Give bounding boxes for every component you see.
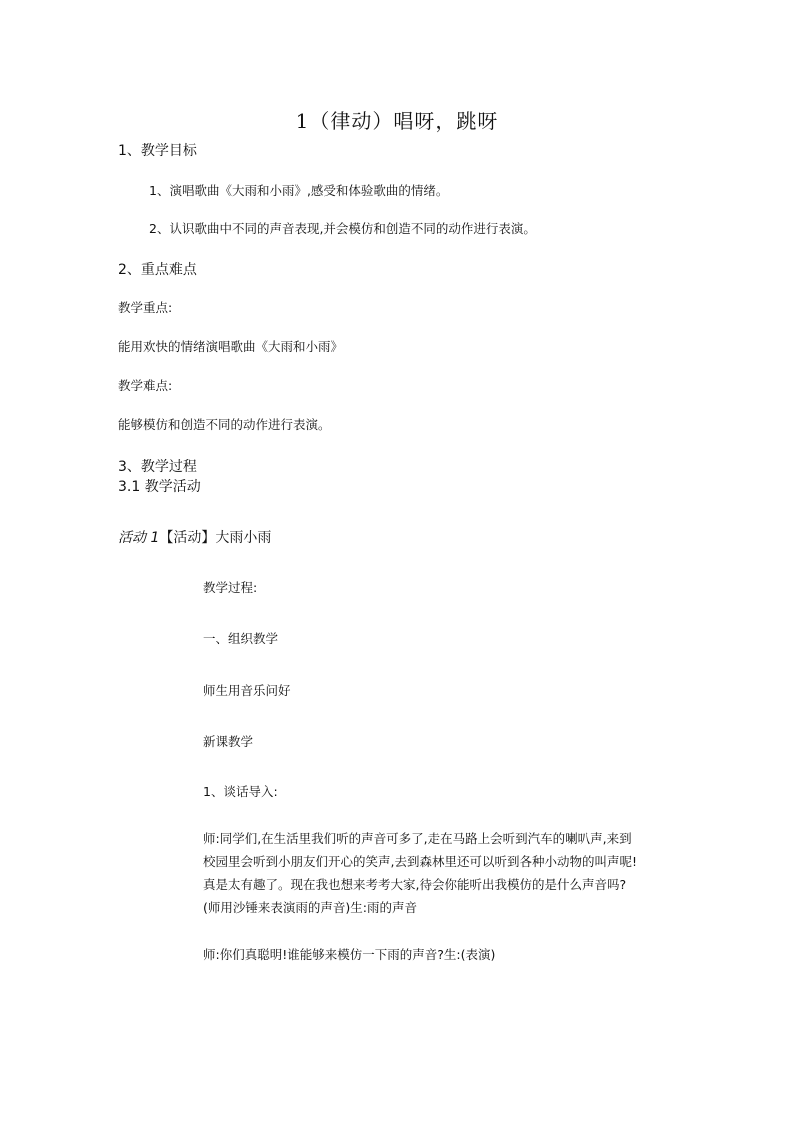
subsection-heading-activities: 3.1 教学活动 — [118, 479, 201, 495]
process-line-5: 1、谈话导入: — [203, 784, 278, 799]
dialogue-paragraph-2: 师:你们真聪明!谁能够来模仿一下雨的声音?生:(表演) — [203, 947, 496, 962]
difficulty-label: 教学难点: — [118, 378, 173, 393]
dialogue-paragraph-1: 师:同学们,在生活里我们听的声音可多了,走在马路上会听到汽车的喇叭声,来到校园里会听到小朋友们开心的笑声,去到森林里还可以听到各种小动物的叫声呢!真是太有趣了。现在我也想来考考大家,待会你能听出我模仿的是什么声音吗?(师用沙锤来表演雨的声音)生:雨的声音 — [203, 831, 637, 915]
process-line-1: 教学过程: — [203, 580, 258, 595]
section-heading-process: 3、教学过程 — [118, 459, 197, 475]
activity-heading — [118, 527, 271, 547]
focus-label: 教学重点: — [118, 300, 173, 315]
section-heading-key-points: 2、重点难点 — [118, 262, 197, 278]
process-line-4: 新课教学 — [203, 734, 254, 749]
section-heading-objectives: 1、教学目标 — [118, 143, 197, 159]
difficulty-text: 能够模仿和创造不同的动作进行表演。 — [118, 417, 331, 432]
process-line-3: 师生用音乐问好 — [203, 683, 291, 698]
objective-item-1: 1、演唱歌曲《大雨和小雨》,感受和体验歌曲的情绪。 — [149, 183, 449, 198]
activity-title: 【活动】大雨小雨 — [159, 530, 272, 546]
objective-item-2: 2、认识歌曲中不同的声音表现,并会模仿和创造不同的动作进行表演。 — [149, 221, 536, 236]
process-line-2: 一、组织教学 — [203, 631, 279, 646]
activity-label: 活动 1 — [118, 530, 160, 546]
page-title: 1（律动）唱呀，跳呀 — [295, 109, 499, 133]
focus-text: 能用欢快的情绪演唱歌曲《大雨和小雨》 — [118, 339, 344, 354]
